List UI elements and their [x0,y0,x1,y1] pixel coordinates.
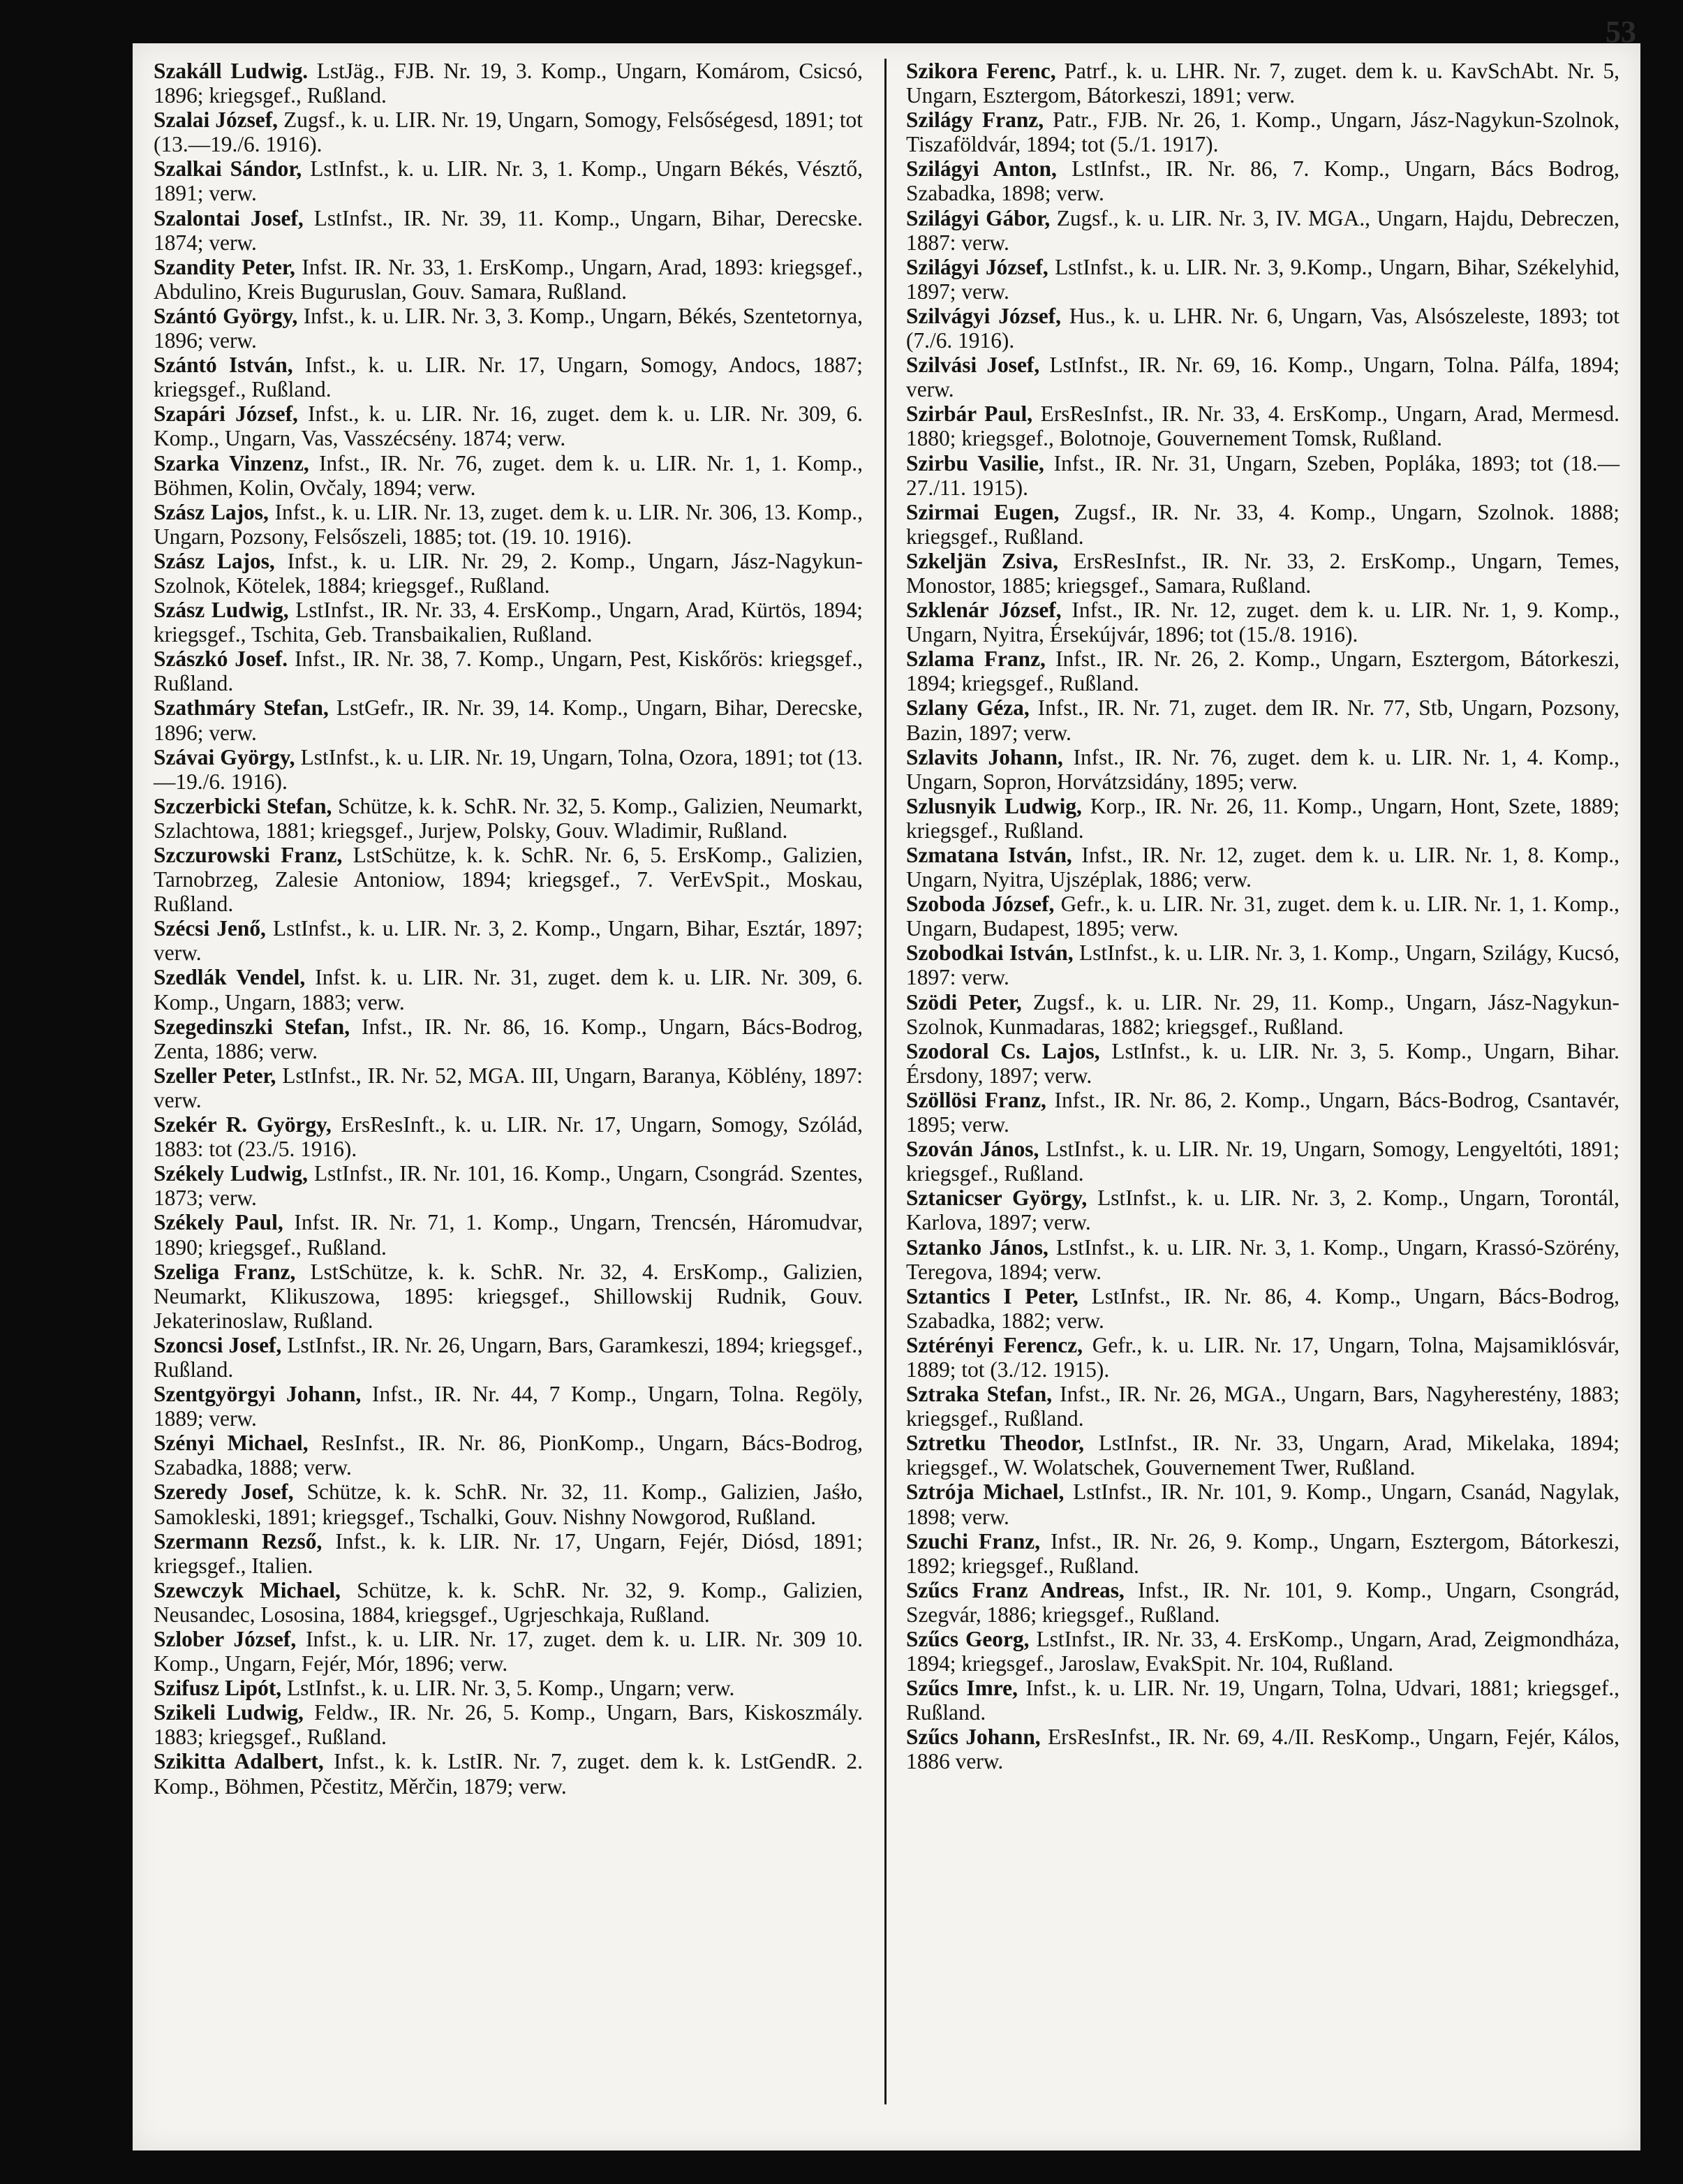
entry-details: Infst., IR. Nr. 12, zuget. dem k. u. LIR. Nr. 1, 8. Komp., Ungarn, Nyitra, Ujszéplak, 1886; verw. [906,843,1619,892]
entry-details: LstInfst., k. u. LIR. Nr. 3, 2. Komp., Ungarn, Bihar, Esztár, 1897; verw. [154,916,863,966]
casualty-entry [154,598,863,647]
casualty-entry [154,451,863,500]
entry-details: Gefr., k. u. LIR. Nr. 17, Ungarn, Tolna, Majsamiklósvár, 1889; tot (3./12. 1915). [906,1332,1619,1382]
entry-name: Szoncsi Josef, [154,1332,282,1357]
casualty-entry [906,1088,1619,1137]
casualty-entry [906,794,1619,843]
entry-details: Infst., IR. Nr. 26, 2. Komp., Ungarn, Esztergom, Bátorkeszi, 1894; kriegsgef., Rußland. [906,647,1619,696]
casualty-entry [154,916,863,965]
entry-name: Szeliga Franz, [154,1259,296,1284]
casualty-entry [154,794,863,843]
casualty-entry [906,598,1619,647]
casualty-entry [154,1333,863,1382]
entry-details: LstInfst., IR. Nr. 39, 11. Komp., Ungarn, Bihar, Derecske. 1874; verw. [154,205,863,255]
entry-name: Sztanko János, [906,1234,1048,1260]
entry-name: Szilágyi Anton, [906,156,1057,182]
entry-name: Szilvási Josef, [906,353,1040,378]
entry-details: Zugsf., k. u. LIR. Nr. 19, Ungarn, Somogy, Felsőségesd, 1891; tot (13.—19./6. 1916). [154,108,863,157]
casualty-entry [906,500,1619,549]
entry-details: Schütze, k. k. SchR. Nr. 32, 9. Komp., Galizien, Neusandec, Lososina, 1884, kriegsgef., Ugrjeschkaja, Rußland. [154,1577,863,1627]
entry-name: Szalontai Josef, [154,205,304,230]
casualty-entry [906,1382,1619,1431]
casualty-entry [906,1039,1619,1088]
casualty-entry [154,843,863,916]
entry-details: Infst., IR. Nr. 76, zuget. dem k. u. LIR. Nr. 1, 1. Komp., Böhmen, Kolin, Ovčaly, 1894; verw. [154,450,863,500]
entry-name: Szmatana István, [906,843,1072,867]
entry-name: Szakáll Ludwig. [154,59,309,83]
casualty-entry [906,156,1619,205]
entry-details: Infst., IR. Nr. 101, 9. Komp., Ungarn, Csongrád, Szegvár, 1886; kriegsgef., Rußland. [906,1577,1619,1627]
entry-details: LstGefr., IR. Nr. 39, 14. Komp., Ungarn, Bihar, Derecske, 1896; verw. [154,695,863,745]
casualty-entry [154,304,863,353]
entry-name: Sztantics I Peter, [906,1283,1078,1308]
document-page [133,15,1640,2150]
casualty-entry [906,1284,1619,1333]
entry-name: Sztérényi Ferencz, [906,1332,1083,1357]
casualty-entry [906,1627,1619,1676]
entry-details: LstInfst., IR. Nr. 33, 4. ErsKomp., Ungarn, Arad, Kürtös, 1894; kriegsgef., Tschita, Geb. Transbaikalien, Rußland. [154,598,863,647]
entry-details: LstInfst., IR. Nr. 101, 9. Komp., Ungarn, Csanád, Nagylak, 1898; verw. [906,1480,1619,1529]
casualty-entry [906,59,1619,108]
entry-name: Sztanicser György, [906,1186,1088,1211]
entry-details: Zugsf., k. u. LIR. Nr. 3, IV. MGA., Ungarn, Hajdu, Debreczen, 1887: verw. [906,205,1619,255]
entry-name: Szilágyi József, [906,254,1048,279]
entry-details: LstInfst., IR. Nr. 26, Ungarn, Bars, Garamkeszi, 1894; kriegsgef., Rußland. [154,1332,863,1382]
entry-name: Sztrója Michael, [906,1480,1065,1505]
casualty-entry [154,1161,863,1210]
casualty-entry [906,353,1619,401]
casualty-entry [906,401,1619,450]
entry-details: Infst., k. u. LIR. Nr. 17, Ungarn, Somogy, Andocs, 1887; kriegsgef., Rußland. [154,353,863,402]
entry-details: Infst., k. k. LstIR. Nr. 7, zuget. dem k. k. LstGendR. 2. Komp., Böhmen, Pčestitz, Měrčin, 1879; verw. [154,1749,863,1799]
casualty-entry [906,1333,1619,1382]
casualty-entry [154,401,863,450]
entry-details: Infst., k. k. LIR. Nr. 17, Ungarn, Fejér, Diósd, 1891; kriegsgef., Italien. [154,1528,863,1578]
entry-details: Patr., FJB. Nr. 26, 1. Komp., Ungarn, Jász-Nagykun-Szolnok, Tiszaföldvár, 1894; tot (5./1. 1917). [906,108,1619,157]
entry-name: Szeredy Josef, [154,1480,294,1505]
entry-details: Infst. k. u. LIR. Nr. 31, zuget. dem k. u. LIR. Nr. 309, 6. Komp., Ungarn, 1883; verw. [154,965,863,1014]
entry-details: LstInfst., IR. Nr. 101, 16. Komp., Ungarn, Csongrád. Szentes, 1873; verw. [154,1161,863,1211]
left-column [154,59,863,1799]
casualty-entry [154,206,863,255]
entry-details: LstInfst., k. u. LIR. Nr. 19, Ungarn, Tolna, Ozora, 1891; tot (13.—19./6. 1916). [154,744,863,794]
casualty-entry [906,1578,1619,1627]
entry-name: Szalai József, [154,108,279,133]
entry-name: Szlany Géza, [906,695,1030,721]
entry-details: Gefr., k. u. LIR. Nr. 31, zuget. dem k. u. LIR. Nr. 1, 1. Komp., Ungarn, Budapest, 1895; verw. [906,892,1619,941]
entry-details: LstInfst., IR. Nr. 33, Ungarn, Arad, Mikelaka, 1894; kriegsgef., W. Wolatschek, Gouvernement Twer, Rußland. [906,1431,1619,1480]
entry-details: Infst., IR. Nr. 26, MGA., Ungarn, Bars, Nagyherestény, 1883; kriegsgef., Rußland. [906,1382,1619,1431]
casualty-entry [154,1749,863,1798]
entry-name: Szekér R. György, [154,1112,332,1137]
casualty-entry [906,1676,1619,1725]
entry-details: Infst., IR. Nr. 86, 16. Komp., Ungarn, Bács-Bodrog, Zenta, 1886; verw. [154,1014,863,1063]
casualty-entry [154,1627,863,1676]
casualty-entry [154,108,863,156]
casualty-entry [154,59,863,108]
entry-name: Székely Paul, [154,1210,283,1235]
entry-name: Szován János, [906,1137,1039,1162]
entry-name: Szodoral Cs. Lajos, [906,1038,1100,1063]
entry-details: Infst., k. u. LIR. Nr. 19, Ungarn, Tolna, Udvari, 1881; kriegsgef., Rußland. [906,1676,1619,1725]
entry-name: Szödi Peter, [906,989,1022,1014]
entry-details: LstInfst., k. u. LIR. Nr. 3, 9.Komp., Ungarn, Bihar, Székelyhid, 1897; verw. [906,254,1619,304]
casualty-entry [906,451,1619,500]
casualty-entry [906,940,1619,989]
casualty-entry [154,745,863,794]
casualty-entry [906,1137,1619,1186]
entry-name: Szandity Peter, [154,254,295,279]
entry-name: Szlober József, [154,1627,297,1651]
entry-name: Szkeljän Zsiva, [906,548,1058,573]
casualty-entry [154,1700,863,1749]
entry-name: Szűcs Georg, [906,1627,1030,1651]
entry-name: Székely Ludwig, [154,1161,308,1186]
entry-name: Szántó György, [154,303,298,328]
casualty-entry [154,695,863,744]
entry-details: LstInfst., k. u. LIR. Nr. 3, 5. Komp., Ungarn; verw. [287,1676,735,1701]
entry-name: Szirbu Vasilie, [906,450,1044,475]
entry-details: Zugsf., IR. Nr. 33, 4. Komp., Ungarn, Szolnok. 1888; kriegsgef., Rußland. [906,499,1619,549]
entry-details: LstJäg., FJB. Nr. 19, 3. Komp., Ungarn, Komárom, Csicsó, 1896; kriegsgef., Rußland. [154,59,863,108]
casualty-entry [154,1480,863,1528]
casualty-entry [154,1260,863,1333]
entry-details: Infst., IR. Nr. 71, zuget. dem IR. Nr. 77, Stb, Ungarn, Pozsony, Bazin, 1897; verw. [906,695,1619,745]
entry-details: Hus., k. u. LHR. Nr. 6, Ungarn, Vas, Alsószeleste, 1893; tot (7./6. 1916). [906,303,1619,353]
casualty-entry [906,1480,1619,1528]
entry-details: ErsResInfst., IR. Nr. 33, 4. ErsKomp., Ungarn, Arad, Mermesd. 1880; kriegsgef., Bolotnoje, Gouvernement Tomsk, Rußland. [906,401,1619,451]
casualty-entry [154,1112,863,1161]
entry-details: Infst., k. u. LIR. Nr. 16, zuget. dem k. u. LIR. Nr. 309, 6. Komp., Ungarn, Vas, Vasszécsény. 1874; verw. [154,401,863,451]
entry-details: Zugsf., k. u. LIR. Nr. 29, 11. Komp., Ungarn, Jász-Nagykun-Szolnok, Kunmadaras, 1882; kriegsgef., Rußland. [906,989,1619,1039]
casualty-entry [154,1210,863,1259]
entry-name: Szikeli Ludwig, [154,1700,304,1725]
casualty-entry [906,108,1619,156]
casualty-entry [154,255,863,304]
entry-name: Szentgyörgyi Johann, [154,1382,362,1407]
entry-details: Infst., k. u. LIR. Nr. 29, 2. Komp., Ungarn, Jász-Nagykun-Szolnok, Kötelek, 1884; kriegsgef., Rußland. [154,548,863,598]
entry-details: LstSchütze, k. k. SchR. Nr. 6, 5. ErsKomp., Galizien, Tarnobrzeg, Zalesie Antoniow, 1894; kriegsgef., 7. VerEvSpit., Moskau, Rußland. [154,843,863,917]
entry-name: Sztraka Stefan, [906,1382,1053,1407]
entry-details: LstInfst., IR. Nr. 33, 4. ErsKomp., Ungarn, Arad, Zeigmondháza, 1894; kriegsgef., Jaroslaw, EvakSpit. Nr. 104, Rußland. [906,1627,1619,1676]
entry-details: Infst., IR. Nr. 76, zuget. dem k. u. LIR. Nr. 1, 4. Komp., Ungarn, Sopron, Horvátzsidány, 1895; verw. [906,744,1619,794]
casualty-entry [154,1014,863,1063]
entry-name: Szényi Michael, [154,1431,309,1456]
entry-name: Szeller Peter, [154,1063,276,1088]
entry-details: Infst., IR. Nr. 12, zuget. dem k. u. LIR. Nr. 1, 9. Komp., Ungarn, Nyitra, Érsekújvár, 1896; tot (15./8. 1916). [906,598,1619,647]
entry-details: ErsResInfst., IR. Nr. 69, 4./II. ResKomp., Ungarn, Fejér, Kálos, 1886 verw. [906,1725,1619,1774]
entry-details: Infst., k. u. LIR. Nr. 17, zuget. dem k. u. LIR. Nr. 309 10. Komp., Ungarn, Fejér, Mór, 1896; verw. [154,1627,863,1676]
entry-name: Szobodkai István, [906,940,1074,966]
casualty-entry [906,695,1619,744]
entry-details: LstInfst., IR. Nr. 86, 7. Komp., Ungarn, Bács Bodrog, Szabadka, 1898; verw. [906,156,1619,206]
entry-name: Szöllösi Franz, [906,1087,1046,1112]
entry-details: LstInfst., k. u. LIR. Nr. 3, 5. Komp., Ungarn, Bihar. Érsdony, 1897; verw. [906,1038,1619,1088]
entry-name: Szedlák Vendel, [154,965,306,990]
right-column [906,59,1619,1774]
casualty-entry [906,255,1619,304]
casualty-entry [906,647,1619,695]
entry-name: Szlavits Johann, [906,744,1063,769]
casualty-entry [154,1578,863,1627]
casualty-entry [906,549,1619,598]
entry-name: Szarka Vinzenz, [154,450,309,475]
casualty-entry [906,745,1619,794]
entry-details: Infst., IR. Nr. 26, 9. Komp., Ungarn, Esztergom, Bátorkeszi, 1892; kriegsgef., Rußland. [906,1528,1619,1578]
entry-details: Schütze, k. k. SchR. Nr. 32, 11. Komp., Galizien, Jaśło, Samokleski, 1891; kriegsgef., Tschalki, Gouv. Nishny Nowgorod, Rußland. [154,1480,863,1529]
entry-details: Infst., IR. Nr. 44, 7 Komp., Ungarn, Tolna. Regöly, 1889; verw. [154,1382,863,1431]
entry-details: ErsResInft., k. u. LIR. Nr. 17, Ungarn, Somogy, Szólád, 1883: tot (23./5. 1916). [154,1112,863,1162]
casualty-entry [906,843,1619,892]
entry-details: LstInfst., IR. Nr. 69, 16. Komp., Ungarn, Tolna. Pálfa, 1894; verw. [906,353,1619,402]
entry-details: Infst., IR. Nr. 86, 2. Komp., Ungarn, Bács-Bodrog, Csantavér, 1895; verw. [906,1087,1619,1137]
casualty-entry [906,304,1619,353]
casualty-entry [154,353,863,401]
entry-details: LstSchütze, k. k. SchR. Nr. 32, 4. ErsKomp., Galizien, Neumarkt, Klikuszowa, 1895: kriegsgef., Shillowskij Rudnik, Gouv. Jekaterinoslaw, Rußland. [154,1259,863,1333]
entry-name: Szklenár József, [906,598,1062,623]
entry-details: Infst. IR. Nr. 71, 1. Komp., Ungarn, Trencsén, Háromudvar, 1890; kriegsgef., Rußland. [154,1210,863,1260]
entry-name: Szikitta Adalbert, [154,1749,324,1774]
entry-details: Infst. IR. Nr. 33, 1. ErsKomp., Ungarn, Arad, 1893: kriegsgef., Abdulino, Kreis Buguruslan, Gouv. Samara, Rußland. [154,254,863,304]
entry-details: LstInfst., k. u. LIR. Nr. 19, Ungarn, Somogy, Lengyeltóti, 1891; kriegsgef., Rußland. [906,1137,1619,1186]
entry-name: Szűcs Imre, [906,1676,1018,1701]
casualty-entry [906,206,1619,255]
entry-name: Szűcs Franz Andreas, [906,1577,1125,1602]
entry-name: Szewczyk Michael, [154,1577,341,1602]
casualty-entry [154,1063,863,1112]
entry-details: LstInfst., k. u. LIR. Nr. 3, 1. Komp., Ungarn, Szilágy, Kucsó, 1897: verw. [906,940,1619,990]
entry-name: Szászkó Josef. [154,647,288,672]
casualty-entry [154,1676,863,1700]
entry-details: Korp., IR. Nr. 26, 11. Komp., Ungarn, Hont, Szete, 1889; kriegsgef., Rußland. [906,793,1619,843]
entry-name: Szczurowski Franz, [154,843,343,867]
entry-name: Szávai György, [154,744,295,769]
entry-name: Szász Ludwig, [154,598,289,623]
casualty-entry [906,1529,1619,1578]
entry-name: Szalkai Sándor, [154,156,302,182]
casualty-entry [154,1382,863,1431]
casualty-entry [906,1431,1619,1480]
entry-details: Infst., IR. Nr. 38, 7. Komp., Ungarn, Pest, Kiskőrös: kriegsgef., Rußland. [154,647,863,696]
entry-details: Infst., k. u. LIR. Nr. 3, 3. Komp., Ungarn, Békés, Szentetornya, 1896; verw. [154,303,863,353]
entry-name: Szegedinszki Stefan, [154,1014,350,1039]
casualty-entry [154,965,863,1014]
entry-name: Szász Lajos, [154,548,275,573]
entry-name: Szirmai Eugen, [906,499,1060,524]
entry-name: Szirbár Paul, [906,401,1033,427]
casualty-entry [154,647,863,695]
entry-name: Szilágy Franz, [906,108,1044,133]
entry-details: LstInfst., k. u. LIR. Nr. 3, 1. Komp., Ungarn Békés, Vésztő, 1891; verw. [154,156,863,206]
entry-details: LstInfst., IR. Nr. 86, 4. Komp., Ungarn, Bács-Bodrog, Szabadka, 1882; verw. [906,1283,1619,1333]
entry-details: LstInfst., IR. Nr. 52, MGA. III, Ungarn, Baranya, Köblény, 1897: verw. [154,1063,863,1112]
entry-name: Szlusnyik Ludwig, [906,793,1082,818]
casualty-entry [154,500,863,549]
entry-name: Szathmáry Stefan, [154,695,329,721]
entry-name: Szczerbicki Stefan, [154,793,332,818]
entry-name: Szoboda József, [906,892,1055,917]
entry-name: Szapári József, [154,401,298,427]
entry-details: ErsResInfst., IR. Nr. 33, 2. ErsKomp., Ungarn, Temes, Monostor, 1885; kriegsgef., Samara, Rußland. [906,548,1619,598]
entry-details: Schütze, k. k. SchR. Nr. 32, 5. Komp., Galizien, Neumarkt, Szlachtowa, 1881; kriegsgef., Jurjew, Polsky, Gouv. Wladimir, Rußland. [154,793,863,843]
entry-details: Patrf., k. u. LHR. Nr. 7, zuget. dem k. u. KavSchAbt. Nr. 5, Ungarn, Esztergom, Bátorkeszi, 1891; verw. [906,59,1619,108]
casualty-entry [154,156,863,205]
entry-name: Szermann Rezső, [154,1528,322,1554]
casualty-entry [906,990,1619,1039]
casualty-entry [154,1431,863,1480]
casualty-entry [154,1529,863,1578]
entry-name: Szász Lajos, [154,499,269,524]
entry-name: Szilvágyi József, [906,303,1062,328]
entry-name: Szilágyi Gábor, [906,205,1051,230]
entry-name: Szifusz Lipót, [154,1676,282,1701]
casualty-entry [906,1186,1619,1234]
entry-details: Feldw., IR. Nr. 26, 5. Komp., Ungarn, Bars, Kiskoszmály. 1883; kriegsgef., Rußland. [154,1700,863,1750]
entry-name: Szécsi Jenő, [154,916,266,941]
entry-name: Szlama Franz, [906,647,1046,672]
entry-name: Szuchi Franz, [906,1528,1041,1554]
entry-name: Szántó István, [154,353,293,378]
casualty-entry [154,549,863,598]
entry-name: Szikora Ferenc, [906,59,1056,83]
page-number: 53 [1606,15,1636,49]
casualty-entry [906,892,1619,940]
entry-details: LstInfst., k. u. LIR. Nr. 3, 2. Komp., Ungarn, Torontál, Karlova, 1897; verw. [906,1186,1619,1235]
entry-details: Infst., k. u. LIR. Nr. 13, zuget. dem k. u. LIR. Nr. 306, 13. Komp., Ungarn, Pozsony, Felsőszeli, 1885; tot. (19. 10. 1916). [154,499,863,549]
entry-details: Infst., IR. Nr. 31, Ungarn, Szeben, Popláka, 1893; tot (18.—27./11. 1915). [906,450,1619,500]
entry-details: LstInfst., k. u. LIR. Nr. 3, 1. Komp., Ungarn, Krassó-Szörény, Teregova, 1894; verw. [906,1234,1619,1284]
column-divider [884,59,887,2104]
entry-name: Szűcs Johann, [906,1725,1041,1750]
entry-details: ResInfst., IR. Nr. 86, PionKomp., Ungarn, Bács-Bodrog, Szabadka, 1888; verw. [154,1431,863,1480]
casualty-entry [906,1235,1619,1284]
casualty-entry [906,1725,1619,1773]
entry-name: Sztretku Theodor, [906,1431,1084,1456]
